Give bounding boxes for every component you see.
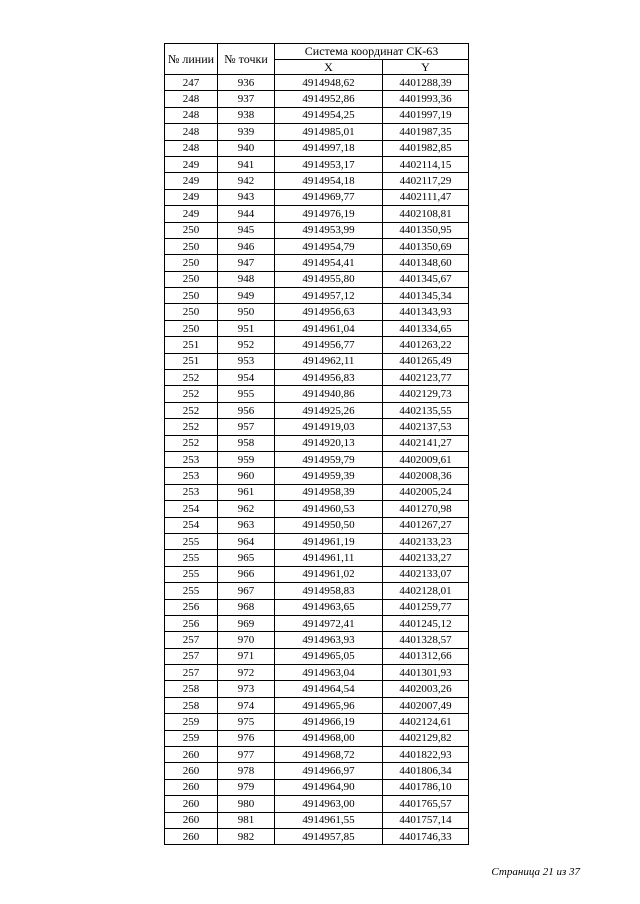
cell-y: 4401343,93: [383, 304, 469, 320]
cell-y: 4402129,82: [383, 730, 469, 746]
cell-y: 4401263,22: [383, 337, 469, 353]
cell-y: 4401345,67: [383, 271, 469, 287]
cell-line-no: 250: [165, 320, 218, 336]
cell-x: 4914956,63: [275, 304, 383, 320]
table-row: [165, 173, 469, 189]
cell-line-no: 255: [165, 566, 218, 582]
cell-line-no: 251: [165, 353, 218, 369]
header-y: Y: [383, 59, 469, 75]
cell-x: 4914968,00: [275, 730, 383, 746]
cell-y: 4401786,10: [383, 779, 469, 795]
cell-y: 4402005,24: [383, 484, 469, 500]
cell-line-no: 250: [165, 304, 218, 320]
table-row: [165, 665, 469, 681]
table-row: [165, 796, 469, 812]
table-body: [165, 75, 469, 845]
cell-line-no: 254: [165, 501, 218, 517]
cell-point-no: 958: [218, 435, 275, 451]
cell-line-no: 253: [165, 468, 218, 484]
cell-x: 4914997,18: [275, 140, 383, 156]
table-row: [165, 107, 469, 123]
cell-x: 4914955,80: [275, 271, 383, 287]
cell-point-no: 939: [218, 124, 275, 140]
cell-point-no: 950: [218, 304, 275, 320]
cell-y: 4401765,57: [383, 796, 469, 812]
cell-x: 4914956,83: [275, 370, 383, 386]
cell-point-no: 936: [218, 75, 275, 91]
cell-x: 4914950,50: [275, 517, 383, 533]
cell-point-no: 957: [218, 419, 275, 435]
cell-y: 4401348,60: [383, 255, 469, 271]
header-coordinate-system: Система координат СК-63: [275, 44, 469, 60]
cell-y: 4401245,12: [383, 615, 469, 631]
cell-y: 4401350,95: [383, 222, 469, 238]
table-row: [165, 697, 469, 713]
cell-line-no: 260: [165, 763, 218, 779]
cell-point-no: 967: [218, 583, 275, 599]
table-row: [165, 468, 469, 484]
coordinates-table: [164, 43, 469, 845]
cell-x: 4914964,90: [275, 779, 383, 795]
cell-y: 4402133,23: [383, 533, 469, 549]
table-row: [165, 320, 469, 336]
cell-y: 4401993,36: [383, 91, 469, 107]
cell-point-no: 978: [218, 763, 275, 779]
cell-line-no: 248: [165, 107, 218, 123]
cell-line-no: 250: [165, 222, 218, 238]
cell-line-no: 255: [165, 533, 218, 549]
cell-y: 4402003,26: [383, 681, 469, 697]
cell-y: 4402123,77: [383, 370, 469, 386]
cell-point-no: 956: [218, 402, 275, 418]
cell-line-no: 252: [165, 435, 218, 451]
cell-x: 4914965,05: [275, 648, 383, 664]
table-row: [165, 206, 469, 222]
cell-line-no: 254: [165, 517, 218, 533]
cell-x: 4914961,19: [275, 533, 383, 549]
cell-line-no: 256: [165, 599, 218, 615]
cell-point-no: 963: [218, 517, 275, 533]
cell-line-no: 252: [165, 402, 218, 418]
cell-line-no: 259: [165, 714, 218, 730]
cell-x: 4914961,02: [275, 566, 383, 582]
cell-y: 4401267,27: [383, 517, 469, 533]
cell-y: 4401288,39: [383, 75, 469, 91]
table-row: [165, 779, 469, 795]
cell-x: 4914985,01: [275, 124, 383, 140]
cell-point-no: 949: [218, 288, 275, 304]
cell-x: 4914960,53: [275, 501, 383, 517]
cell-point-no: 948: [218, 271, 275, 287]
cell-x: 4914966,19: [275, 714, 383, 730]
cell-line-no: 260: [165, 812, 218, 828]
cell-y: 4402128,01: [383, 583, 469, 599]
cell-line-no: 250: [165, 271, 218, 287]
table-row: [165, 238, 469, 254]
cell-point-no: 965: [218, 550, 275, 566]
table-row: [165, 124, 469, 140]
cell-x: 4914963,93: [275, 632, 383, 648]
cell-x: 4914954,18: [275, 173, 383, 189]
table-row: [165, 828, 469, 844]
cell-point-no: 973: [218, 681, 275, 697]
cell-x: 4914969,77: [275, 189, 383, 205]
cell-point-no: 968: [218, 599, 275, 615]
table-row: [165, 91, 469, 107]
cell-x: 4914976,19: [275, 206, 383, 222]
table-row: [165, 615, 469, 631]
cell-point-no: 960: [218, 468, 275, 484]
cell-point-no: 952: [218, 337, 275, 353]
cell-x: 4914954,25: [275, 107, 383, 123]
table-row: [165, 714, 469, 730]
cell-point-no: 979: [218, 779, 275, 795]
cell-point-no: 953: [218, 353, 275, 369]
cell-x: 4914968,72: [275, 747, 383, 763]
cell-point-no: 971: [218, 648, 275, 664]
table-row: [165, 419, 469, 435]
cell-x: 4914957,85: [275, 828, 383, 844]
table-row: [165, 484, 469, 500]
cell-line-no: 247: [165, 75, 218, 91]
cell-y: 4401746,33: [383, 828, 469, 844]
cell-x: 4914940,86: [275, 386, 383, 402]
cell-line-no: 255: [165, 550, 218, 566]
cell-point-no: 954: [218, 370, 275, 386]
cell-y: 4401757,14: [383, 812, 469, 828]
table-row: [165, 255, 469, 271]
cell-point-no: 970: [218, 632, 275, 648]
cell-y: 4402108,81: [383, 206, 469, 222]
cell-y: 4402008,36: [383, 468, 469, 484]
cell-x: 4914954,41: [275, 255, 383, 271]
table-row: [165, 583, 469, 599]
cell-y: 4402133,07: [383, 566, 469, 582]
cell-y: 4401806,34: [383, 763, 469, 779]
cell-point-no: 966: [218, 566, 275, 582]
cell-y: 4402137,53: [383, 419, 469, 435]
cell-x: 4914972,41: [275, 615, 383, 631]
cell-y: 4401312,66: [383, 648, 469, 664]
cell-x: 4914961,04: [275, 320, 383, 336]
cell-line-no: 256: [165, 615, 218, 631]
table-header: [165, 44, 469, 75]
table-row: [165, 517, 469, 533]
cell-y: 4402135,55: [383, 402, 469, 418]
cell-x: 4914963,00: [275, 796, 383, 812]
table-row: [165, 304, 469, 320]
cell-line-no: 257: [165, 665, 218, 681]
cell-point-no: 943: [218, 189, 275, 205]
cell-point-no: 972: [218, 665, 275, 681]
cell-point-no: 980: [218, 796, 275, 812]
table-row: [165, 763, 469, 779]
table-row: [165, 681, 469, 697]
cell-line-no: 249: [165, 173, 218, 189]
table-row: [165, 353, 469, 369]
cell-y: 4402007,49: [383, 697, 469, 713]
cell-y: 4402129,73: [383, 386, 469, 402]
table-row: [165, 533, 469, 549]
cell-x: 4914919,03: [275, 419, 383, 435]
table-row: [165, 435, 469, 451]
cell-x: 4914957,12: [275, 288, 383, 304]
cell-y: 4401987,35: [383, 124, 469, 140]
cell-x: 4914954,79: [275, 238, 383, 254]
cell-point-no: 976: [218, 730, 275, 746]
table-row: [165, 140, 469, 156]
cell-x: 4914956,77: [275, 337, 383, 353]
page-number: Страница 21 из 37: [491, 866, 580, 878]
cell-line-no: 250: [165, 255, 218, 271]
header-x: X: [275, 59, 383, 75]
header-point-no: № точки: [218, 44, 275, 75]
cell-y: 4402009,61: [383, 451, 469, 467]
table-row: [165, 75, 469, 91]
table-row: [165, 550, 469, 566]
cell-point-no: 962: [218, 501, 275, 517]
table-row: [165, 402, 469, 418]
cell-x: 4914961,55: [275, 812, 383, 828]
cell-x: 4914966,97: [275, 763, 383, 779]
cell-y: 4401982,85: [383, 140, 469, 156]
cell-point-no: 946: [218, 238, 275, 254]
cell-line-no: 251: [165, 337, 218, 353]
cell-x: 4914958,83: [275, 583, 383, 599]
cell-y: 4401270,98: [383, 501, 469, 517]
cell-line-no: 252: [165, 419, 218, 435]
cell-line-no: 258: [165, 681, 218, 697]
header-line-no: № линии: [165, 44, 218, 75]
cell-line-no: 253: [165, 484, 218, 500]
cell-y: 4401301,93: [383, 665, 469, 681]
cell-point-no: 942: [218, 173, 275, 189]
table-row: [165, 730, 469, 746]
table-row: [165, 189, 469, 205]
cell-line-no: 260: [165, 828, 218, 844]
cell-x: 4914963,04: [275, 665, 383, 681]
table-row: [165, 156, 469, 172]
cell-point-no: 982: [218, 828, 275, 844]
cell-line-no: 248: [165, 91, 218, 107]
cell-line-no: 250: [165, 238, 218, 254]
cell-line-no: 260: [165, 796, 218, 812]
cell-point-no: 938: [218, 107, 275, 123]
cell-x: 4914959,79: [275, 451, 383, 467]
cell-y: 4401350,69: [383, 238, 469, 254]
cell-x: 4914961,11: [275, 550, 383, 566]
cell-point-no: 937: [218, 91, 275, 107]
cell-y: 4401997,19: [383, 107, 469, 123]
cell-y: 4401265,49: [383, 353, 469, 369]
table-row: [165, 747, 469, 763]
cell-x: 4914920,13: [275, 435, 383, 451]
table-row: [165, 632, 469, 648]
cell-y: 4401259,77: [383, 599, 469, 615]
cell-x: 4914953,17: [275, 156, 383, 172]
cell-line-no: 260: [165, 747, 218, 763]
table-row: [165, 288, 469, 304]
cell-line-no: 257: [165, 632, 218, 648]
cell-point-no: 969: [218, 615, 275, 631]
cell-x: 4914962,11: [275, 353, 383, 369]
cell-point-no: 959: [218, 451, 275, 467]
cell-x: 4914925,26: [275, 402, 383, 418]
cell-point-no: 944: [218, 206, 275, 222]
table-row: [165, 222, 469, 238]
table-row: [165, 566, 469, 582]
cell-y: 4401334,65: [383, 320, 469, 336]
cell-y: 4401328,57: [383, 632, 469, 648]
table-row: [165, 501, 469, 517]
cell-line-no: 248: [165, 140, 218, 156]
table-row: [165, 370, 469, 386]
cell-point-no: 941: [218, 156, 275, 172]
cell-line-no: 260: [165, 779, 218, 795]
cell-line-no: 255: [165, 583, 218, 599]
cell-line-no: 248: [165, 124, 218, 140]
cell-point-no: 975: [218, 714, 275, 730]
table-row: [165, 812, 469, 828]
cell-line-no: 253: [165, 451, 218, 467]
cell-point-no: 977: [218, 747, 275, 763]
cell-y: 4401345,34: [383, 288, 469, 304]
cell-line-no: 257: [165, 648, 218, 664]
cell-y: 4402111,47: [383, 189, 469, 205]
table-row: [165, 648, 469, 664]
table-row: [165, 599, 469, 615]
cell-point-no: 974: [218, 697, 275, 713]
cell-line-no: 249: [165, 189, 218, 205]
cell-x: 4914948,62: [275, 75, 383, 91]
cell-y: 4402141,27: [383, 435, 469, 451]
cell-y: 4402133,27: [383, 550, 469, 566]
cell-x: 4914958,39: [275, 484, 383, 500]
cell-y: 4402117,29: [383, 173, 469, 189]
cell-line-no: 259: [165, 730, 218, 746]
cell-point-no: 964: [218, 533, 275, 549]
cell-x: 4914963,65: [275, 599, 383, 615]
cell-point-no: 955: [218, 386, 275, 402]
cell-x: 4914959,39: [275, 468, 383, 484]
table-row: [165, 337, 469, 353]
cell-y: 4402114,15: [383, 156, 469, 172]
cell-x: 4914952,86: [275, 91, 383, 107]
cell-x: 4914953,99: [275, 222, 383, 238]
cell-line-no: 249: [165, 206, 218, 222]
cell-line-no: 258: [165, 697, 218, 713]
table-row: [165, 386, 469, 402]
cell-line-no: 250: [165, 288, 218, 304]
cell-point-no: 981: [218, 812, 275, 828]
cell-x: 4914965,96: [275, 697, 383, 713]
cell-x: 4914964,54: [275, 681, 383, 697]
table-row: [165, 271, 469, 287]
cell-y: 4401822,93: [383, 747, 469, 763]
table-row: [165, 451, 469, 467]
cell-line-no: 249: [165, 156, 218, 172]
cell-point-no: 947: [218, 255, 275, 271]
cell-line-no: 252: [165, 386, 218, 402]
cell-line-no: 252: [165, 370, 218, 386]
cell-point-no: 961: [218, 484, 275, 500]
cell-y: 4402124,61: [383, 714, 469, 730]
cell-point-no: 945: [218, 222, 275, 238]
cell-point-no: 951: [218, 320, 275, 336]
cell-point-no: 940: [218, 140, 275, 156]
